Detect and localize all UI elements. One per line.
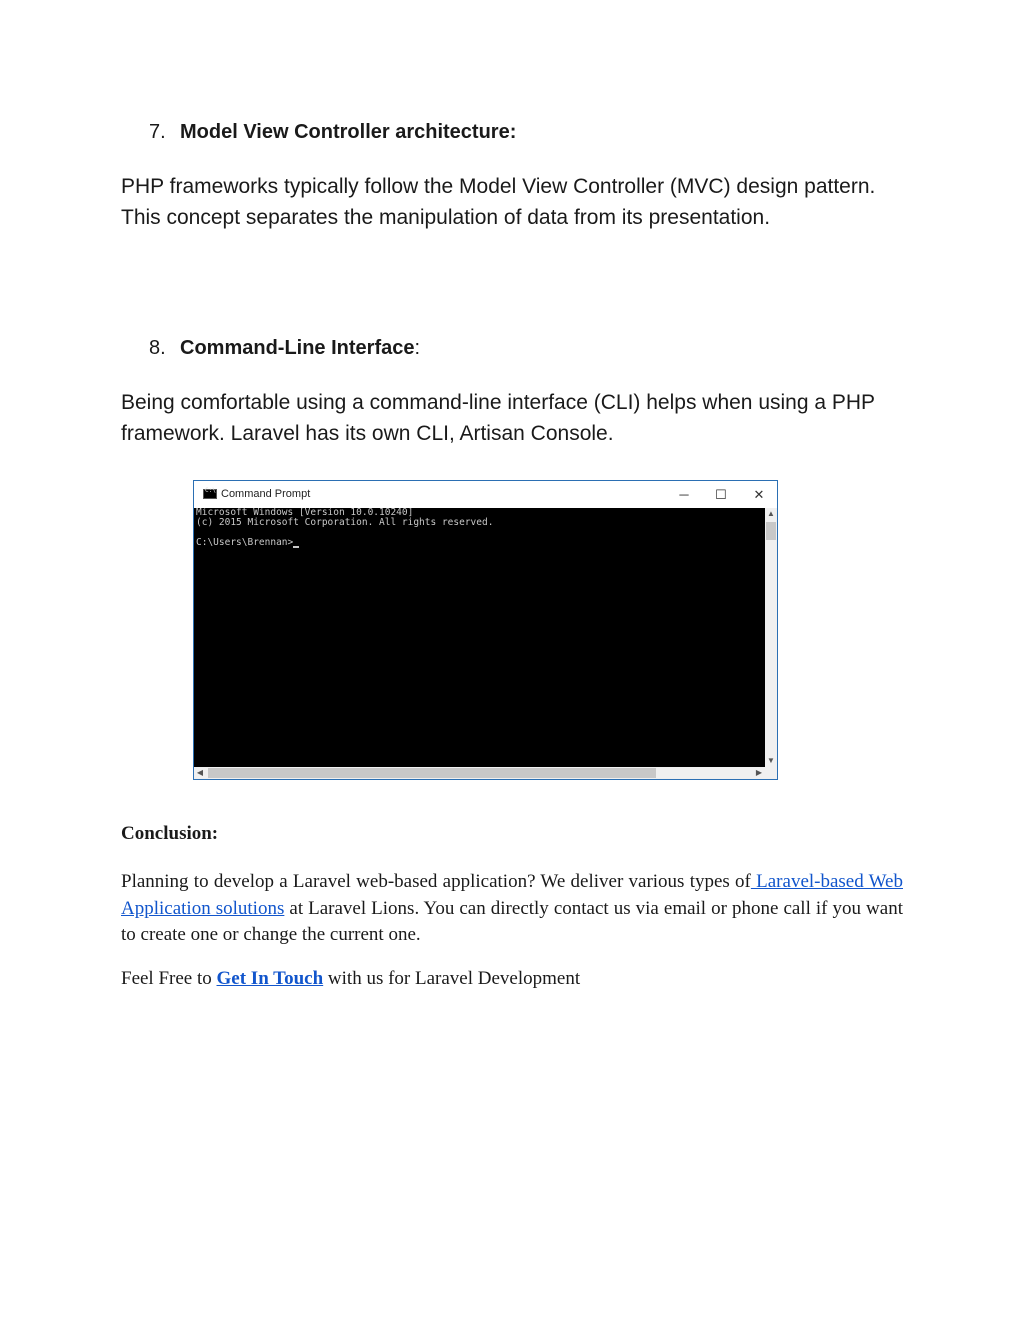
section-number: 7. — [149, 121, 166, 143]
scroll-right-icon[interactable]: ▶ — [755, 768, 763, 777]
get-in-touch-link[interactable]: Get In Touch — [216, 968, 324, 989]
console-app-icon — [203, 489, 217, 499]
console-prompt: C:\Users\Brennan> — [196, 537, 294, 548]
call-to-action — [121, 968, 580, 990]
console-prompt-line — [196, 538, 763, 548]
scroll-up-icon[interactable]: ▲ — [767, 509, 775, 518]
cta-text: Feel Free to — [121, 968, 217, 989]
section-8-heading — [149, 337, 420, 360]
section-number: 8. — [149, 337, 166, 359]
section-title: Model View Controller architecture: — [180, 121, 517, 143]
close-button[interactable]: ✕ — [753, 486, 765, 502]
vertical-scrollbar[interactable] — [765, 508, 777, 767]
section-8-body: Being comfortable using a command-line interface (CLI) helps when using a PHP framework. Laravel has its own CLI, Artisan Console. — [121, 391, 875, 445]
horizontal-scrollbar[interactable] — [194, 767, 765, 779]
window-title: Command Prompt — [221, 488, 311, 500]
vertical-scroll-thumb[interactable] — [766, 522, 776, 540]
console-line: Microsoft Windows [Version 10.0.10240] — [196, 508, 414, 518]
conclusion-text: at Laravel Lions. You can directly contact us via email or phone call if you want to create one or change the current one. — [121, 897, 903, 945]
horizontal-scroll-thumb[interactable] — [208, 768, 656, 778]
conclusion-text: Planning to develop a Laravel web-based application? We deliver various types of — [121, 871, 751, 892]
conclusion-heading: Conclusion: — [121, 823, 219, 844]
section-7-heading — [149, 121, 516, 144]
section-title: Command-Line Interface — [180, 337, 415, 359]
scrollbar-corner — [765, 767, 777, 779]
scroll-down-icon[interactable]: ▼ — [767, 756, 775, 765]
command-prompt-window — [193, 480, 778, 780]
scroll-left-icon[interactable]: ◀ — [196, 768, 204, 777]
section-7-body: PHP frameworks typically follow the Model View Controller (MVC) design pattern. This concept separates the manipulation of data from its presentation. — [121, 175, 876, 229]
console-line: (c) 2015 Microsoft Corporation. All rights reserved. — [196, 517, 494, 528]
console-output[interactable] — [194, 508, 765, 767]
minimize-button[interactable]: ─ — [679, 487, 689, 502]
section-title-suffix: : — [414, 337, 421, 359]
conclusion-paragraph — [121, 869, 903, 949]
text-cursor — [293, 546, 299, 548]
laravel-solutions-link[interactable]: Laravel-based Web Application solutions — [121, 871, 903, 919]
maximize-button[interactable]: ☐ — [715, 486, 727, 502]
cta-text: with us for Laravel Development — [323, 968, 581, 989]
window-titlebar — [194, 481, 777, 508]
